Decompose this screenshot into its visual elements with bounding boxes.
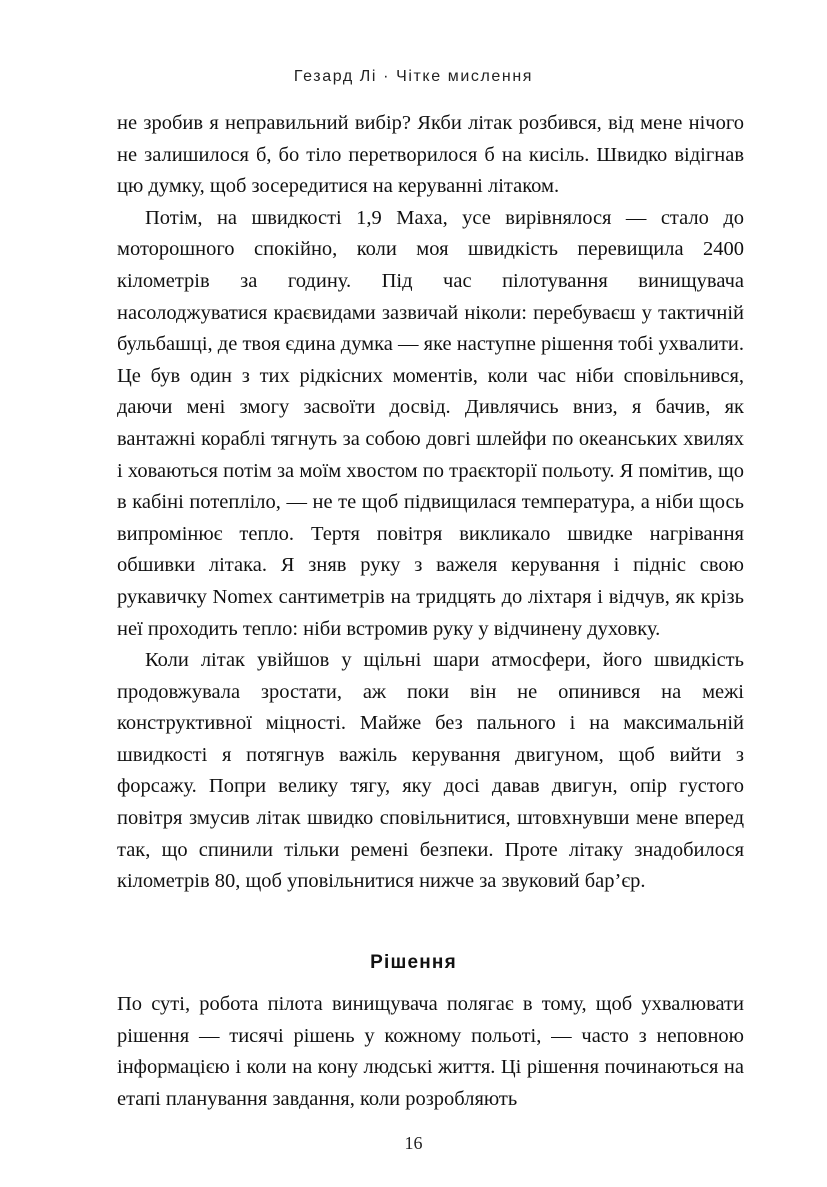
paragraph-flight: Потім, на швидкості 1,9 Маха, усе вирівнялося — стало до моторошного спокійно, коли моя швидкість перевищила 2400 кілометрів за годину. Під час пілотування винищувача насолоджуватися краєвидами зазвичай ніколи: перебуваєш у тактичній бульбашці, де твоя єдина думка — яке наступне рішення тобі ухвалити. Це був один з тих рідкісних моментів, коли час ніби сповільнився, даючи мені змогу засвоїти досвід. Дивлячись вниз, я бачив, як вантажні кораблі тягнуть за собою довгі шлейфи по океанських хвилях і ховаються потім за моїм хвостом по траєкторії польоту. Я помітив, що в кабіні потепліло, — не те щоб підвищилася температура, а ніби щось випромінює тепло. Тертя повітря викликало швидке нагрівання обшивки літака. Я зняв руку з важеля керування і підніс свою рукавичку Nomex сантиметрів на тридцять до ліхтаря і відчув, як крізь неї проходить тепло: ніби встромив руку у відчинену духовку. [117,206,744,640]
page-number: 16 [404,1133,423,1153]
text-block-top [117,108,744,898]
paragraph-descent: Коли літак увійшов у щільні шари атмосфери, його швидкість продовжувала зростати, аж поки він не опинився на межі конструктивної міцності. Майже без пального і на максимальній швидкості я потягнув важіль керування двигуном, щоб вийти з форсажу. Попри велику тягу, яку досі давав двигун, опір густого повітря змусив літак швидко сповільнитися, штовхнувши мене вперед так, що спинили тільки ремені безпеки. Проте літаку знадобилося кілометрів 80, щоб уповільнитися нижче за звуковий бар’єр. [117,649,744,893]
section-heading: Рішення [370,952,457,973]
running-head: Гезард Лі · Чітке мислення [293,68,534,85]
paragraph-decisions: По суті, робота пілота винищувача полягає в тому, щоб ухвалювати рішення — тисячі рішень у кожному польоті, — часто з неповною інформацією і коли на кону людські життя. Ці рішення починаються на етапі планування завдання, коли розробляють [117,993,744,1110]
text-block-bottom [117,989,744,1115]
paragraph-continued: не зробив я неправильний вибір? Якби літак розбився, від мене нічого не залишилося б, бо тіло перетворилося б на кисіль. Швидко відігнав цю думку, щоб зосередитися на керуванні літаком. [117,112,744,198]
